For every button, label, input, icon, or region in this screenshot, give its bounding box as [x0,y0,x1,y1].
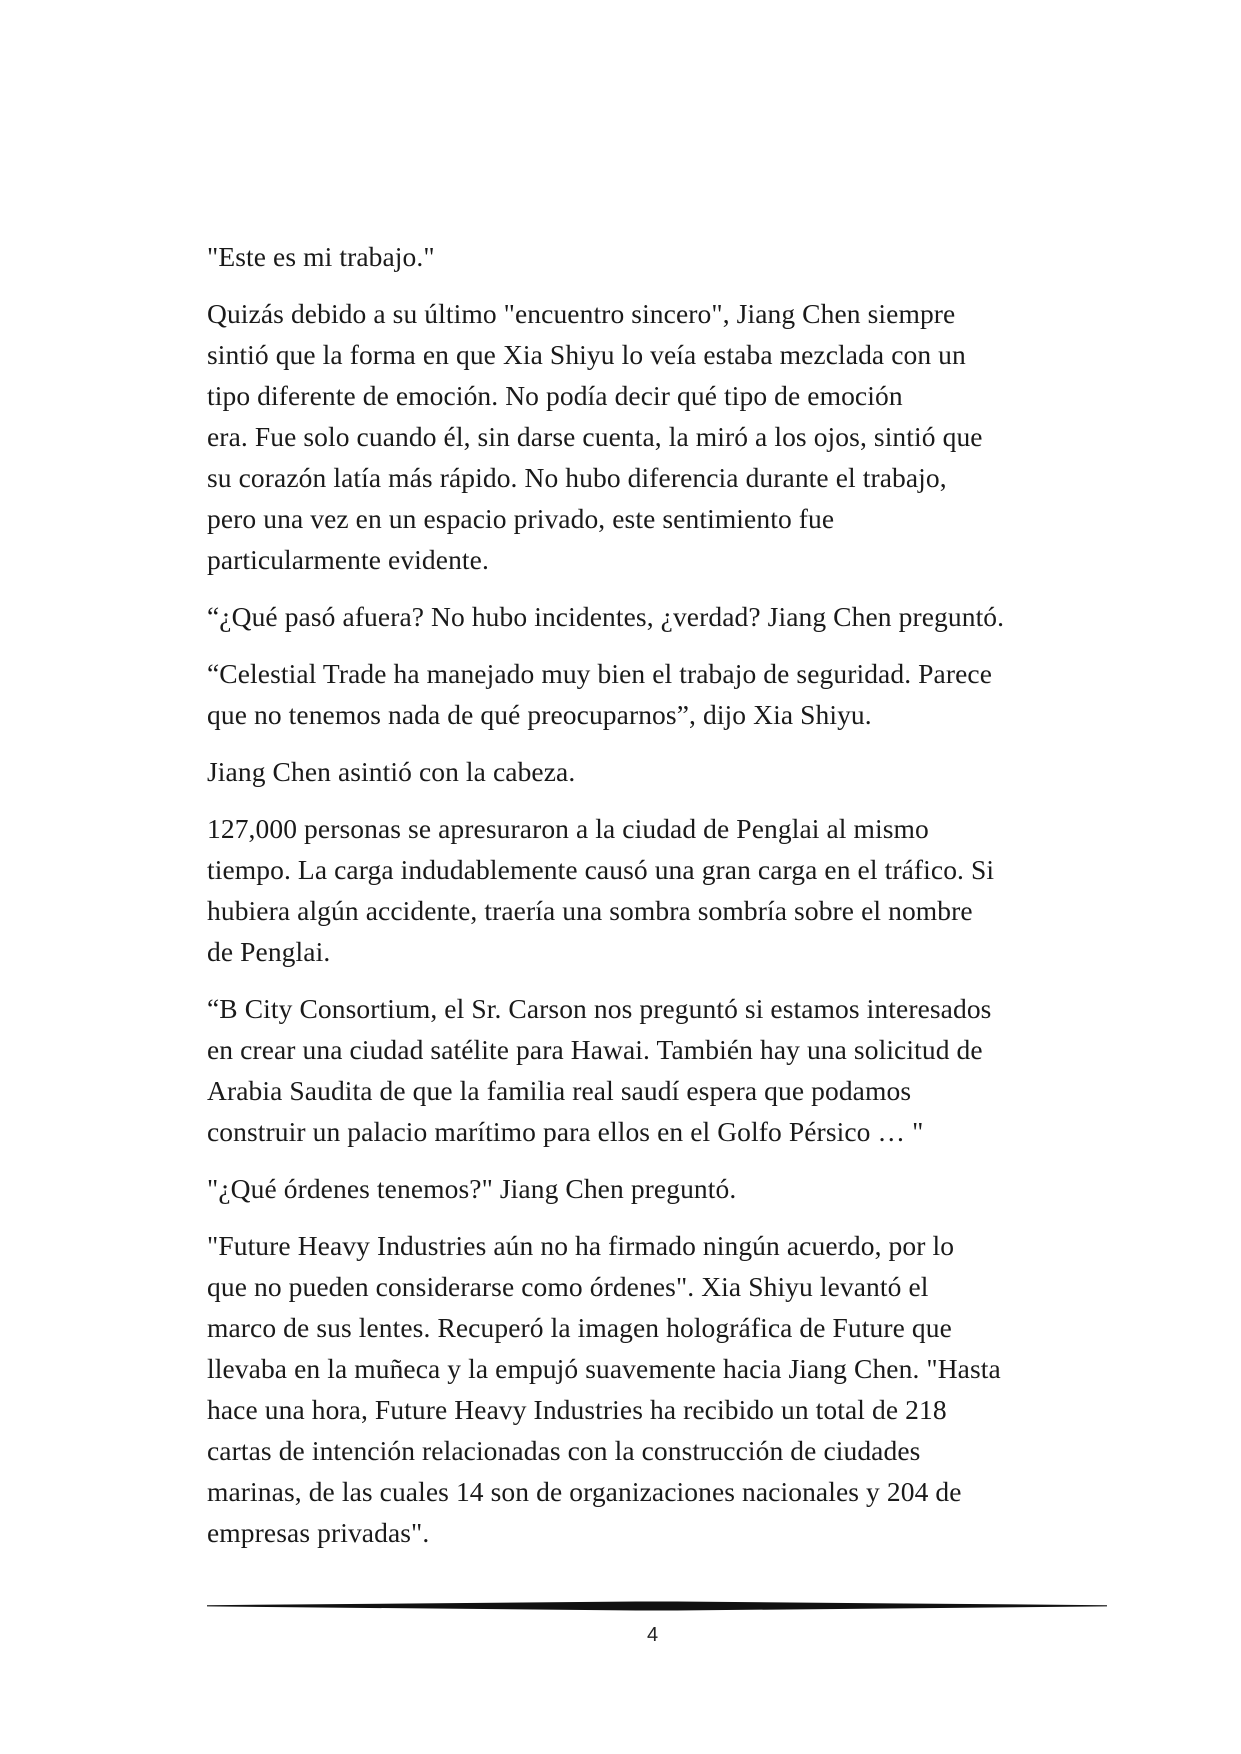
text-line: marco de sus lentes. Recuperó la imagen holográfica de Future que [207,1312,952,1343]
text-line: pero una vez en un espacio privado, este sentimiento fue [207,503,835,534]
text-line: tipo diferente de emoción. No podía decir qué tipo de emoción [207,380,903,411]
text-line: que no tenemos nada de qué preocuparnos”, dijo Xia Shiyu. [207,699,872,730]
page-body [207,236,1067,1569]
text-line: "Future Heavy Industries aún no ha firmado ningún acuerdo, por lo [207,1230,955,1261]
text-line: tiempo. La carga indudablemente causó una gran carga en el tráfico. Si [207,854,995,885]
text-line: hubiera algún accidente, traería una sombra sombría sobre el nombre [207,895,973,926]
text-line: “¿Qué pasó afuera? No hubo incidentes, ¿verdad? Jiang Chen preguntó. [207,601,1005,632]
text-line: Arabia Saudita de que la familia real saudí espera que podamos [207,1075,912,1106]
text-line: que no pueden considerarse como órdenes". Xia Shiyu levantó el [207,1271,929,1302]
text-line: "¿Qué órdenes tenemos?" Jiang Chen preguntó. [207,1173,737,1204]
text-line: empresas privadas". [207,1517,430,1548]
text-line: de Penglai. [207,936,331,967]
text-line: 127,000 personas se apresuraron a la ciudad de Penglai al mismo [207,813,929,844]
text-line: Jiang Chen asintió con la cabeza. [207,756,576,787]
paragraph [207,751,1067,792]
paragraph [207,653,1067,735]
paragraph [207,1225,1067,1553]
text-line: particularmente evidente. [207,544,489,575]
text-line: "Este es mi trabajo." [207,241,435,272]
paragraph [207,596,1067,637]
text-line: cartas de intención relacionadas con la construcción de ciudades [207,1435,921,1466]
text-line: era. Fue solo cuando él, sin darse cuenta, la miró a los ojos, sintió que [207,421,983,452]
paragraph [207,236,1067,277]
paragraph [207,293,1067,580]
text-line: sintió que la forma en que Xia Shiyu lo veía estaba mezclada con un [207,339,966,370]
text-line: en crear una ciudad satélite para Hawai. También hay una solicitud de [207,1034,983,1065]
text-line: llevaba en la muñeca y la empujó suavemente hacia Jiang Chen. "Hasta [207,1353,1001,1384]
text-line: Quizás debido a su último "encuentro sincero", Jiang Chen siempre [207,298,956,329]
footer-divider [207,1600,1107,1612]
text-line: “B City Consortium, el Sr. Carson nos preguntó si estamos interesados [207,993,992,1024]
text-line: su corazón latía más rápido. No hubo diferencia durante el trabajo, [207,462,947,493]
text-line: construir un palacio marítimo para ellos en el Golfo Pérsico … " [207,1116,924,1147]
text-line: “Celestial Trade ha manejado muy bien el trabajo de seguridad. Parece [207,658,993,689]
paragraph [207,988,1067,1152]
text-line: marinas, de las cuales 14 son de organizaciones nacionales y 204 de [207,1476,962,1507]
paragraph [207,1168,1067,1209]
page-number: 4 [646,1624,659,1646]
text-line: hace una hora, Future Heavy Industries ha recibido un total de 218 [207,1394,947,1425]
paragraph [207,808,1067,972]
